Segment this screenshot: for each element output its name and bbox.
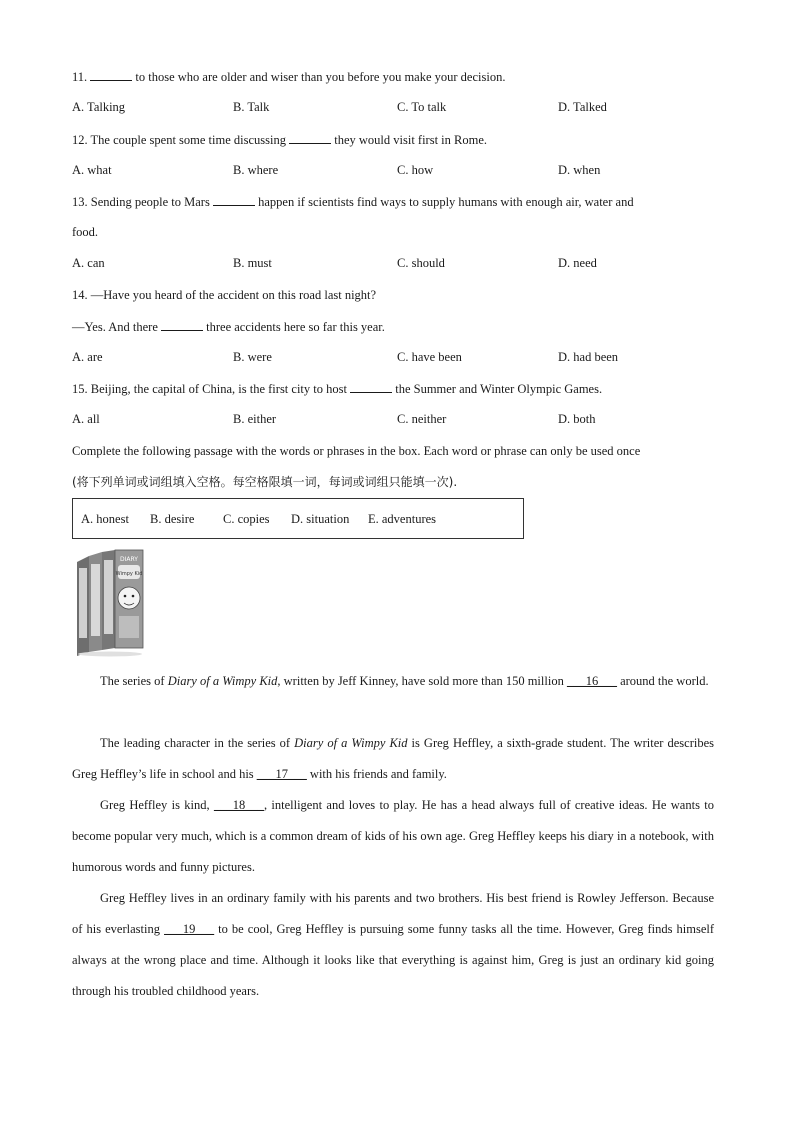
book-series-image (75, 548, 145, 658)
blank-18: ___18___ (213, 798, 264, 812)
question-12-stem: 12. The couple spent some time discussing they would visit first in Rome. (72, 133, 488, 147)
q11-option-a: A. Talking (72, 100, 126, 114)
instructions-line-2: (将下列单词或词组填入空格。每空格限填一词，每词或词组只能填一次). (72, 475, 458, 489)
q12-option-d: D. when (558, 163, 601, 177)
blank-17: ___17___ (256, 767, 307, 781)
answer-blank (350, 380, 392, 393)
q14-option-d: D. had been (558, 350, 619, 364)
q11-option-c: C. To talk (397, 100, 447, 114)
q13-option-c: C. should (397, 256, 445, 270)
book-cover-subtitle: Wimpy Kid (115, 571, 143, 577)
passage-paragraph-2: The leading character in the series of Diary of a Wimpy Kid is Greg Heffley, a sixth-grade student. The writer describes Greg Heffley’s life in school and his ___17___ with his friends and family. (72, 736, 714, 781)
q11-option-b: B. Talk (233, 100, 270, 114)
instructions-line-1: Complete the following passage with the words or phrases in the box. Each word or phrase can only be used once (72, 444, 641, 458)
book-cover-title: DIARY (120, 556, 138, 563)
question-13-stem-continued: food. (72, 225, 99, 239)
question-13-stem: 13. Sending people to Mars happen if scientists find ways to supply humans with enough air, water and (72, 195, 634, 209)
blank-19: ___19___ (164, 922, 215, 936)
q14-option-b: B. were (233, 350, 272, 364)
word-option-d: D. situation (291, 512, 350, 526)
word-box (72, 498, 524, 539)
passage-paragraph-4: Greg Heffley lives in an ordinary family with his parents and two brothers. His best friend is Rowley Jefferson. Because of his everlasting ___19___ to be cool, Greg Heffley is pursuing some funny tasks all the time. However, Greg finds himself always at the wrong place and time. Although it looks like that everything is against him, Greg is just an ordinary kid going through his troubled childhood years. (72, 891, 715, 998)
question-15-stem: 15. Beijing, the capital of China, is the first city to host the Summer and Winter Olympic Games. (72, 382, 603, 396)
q15-option-d: D. both (558, 412, 596, 426)
passage-paragraph-3: Greg Heffley is kind, ___18___, intelligent and loves to play. He has a head always full of creative ideas. He wants to become popular very much, which is a common dream of kids of his own age. Greg Heffley keeps his diary in a notebook, with humorous words and funny pictures. (72, 798, 714, 874)
blank-16: ___16___ (566, 674, 617, 688)
question-14-reply: —Yes. And there three accidents here so far this year. (72, 320, 385, 334)
q15-option-a: A. all (72, 412, 100, 426)
q11-option-d: D. Talked (558, 100, 607, 114)
q12-option-a: A. what (72, 163, 112, 177)
q13-option-a: A. can (72, 256, 105, 270)
q12-option-c: C. how (397, 163, 434, 177)
answer-blank (90, 68, 132, 81)
q15-option-c: C. neither (397, 412, 447, 426)
word-option-a: A. honest (81, 512, 129, 526)
question-14-stem: 14. —Have you heard of the accident on this road last night? (72, 288, 377, 302)
answer-blank (161, 318, 203, 331)
q15-option-b: B. either (233, 412, 277, 426)
question-11-stem: 11. to those who are older and wiser than you before you make your decision. (72, 70, 506, 84)
q12-option-b: B. where (233, 163, 279, 177)
answer-blank (289, 131, 331, 144)
q13-option-b: B. must (233, 256, 272, 270)
q14-option-a: A. are (72, 350, 103, 364)
q14-option-c: C. have been (397, 350, 462, 364)
q13-option-d: D. need (558, 256, 597, 270)
answer-blank (213, 193, 255, 206)
word-option-e: E. adventures (368, 512, 437, 526)
passage-paragraph-1: The series of Diary of a Wimpy Kid, written by Jeff Kinney, have sold more than 150 million ___16___ around the world. (100, 674, 709, 688)
word-option-b: B. desire (150, 512, 195, 526)
word-option-c: C. copies (223, 512, 270, 526)
